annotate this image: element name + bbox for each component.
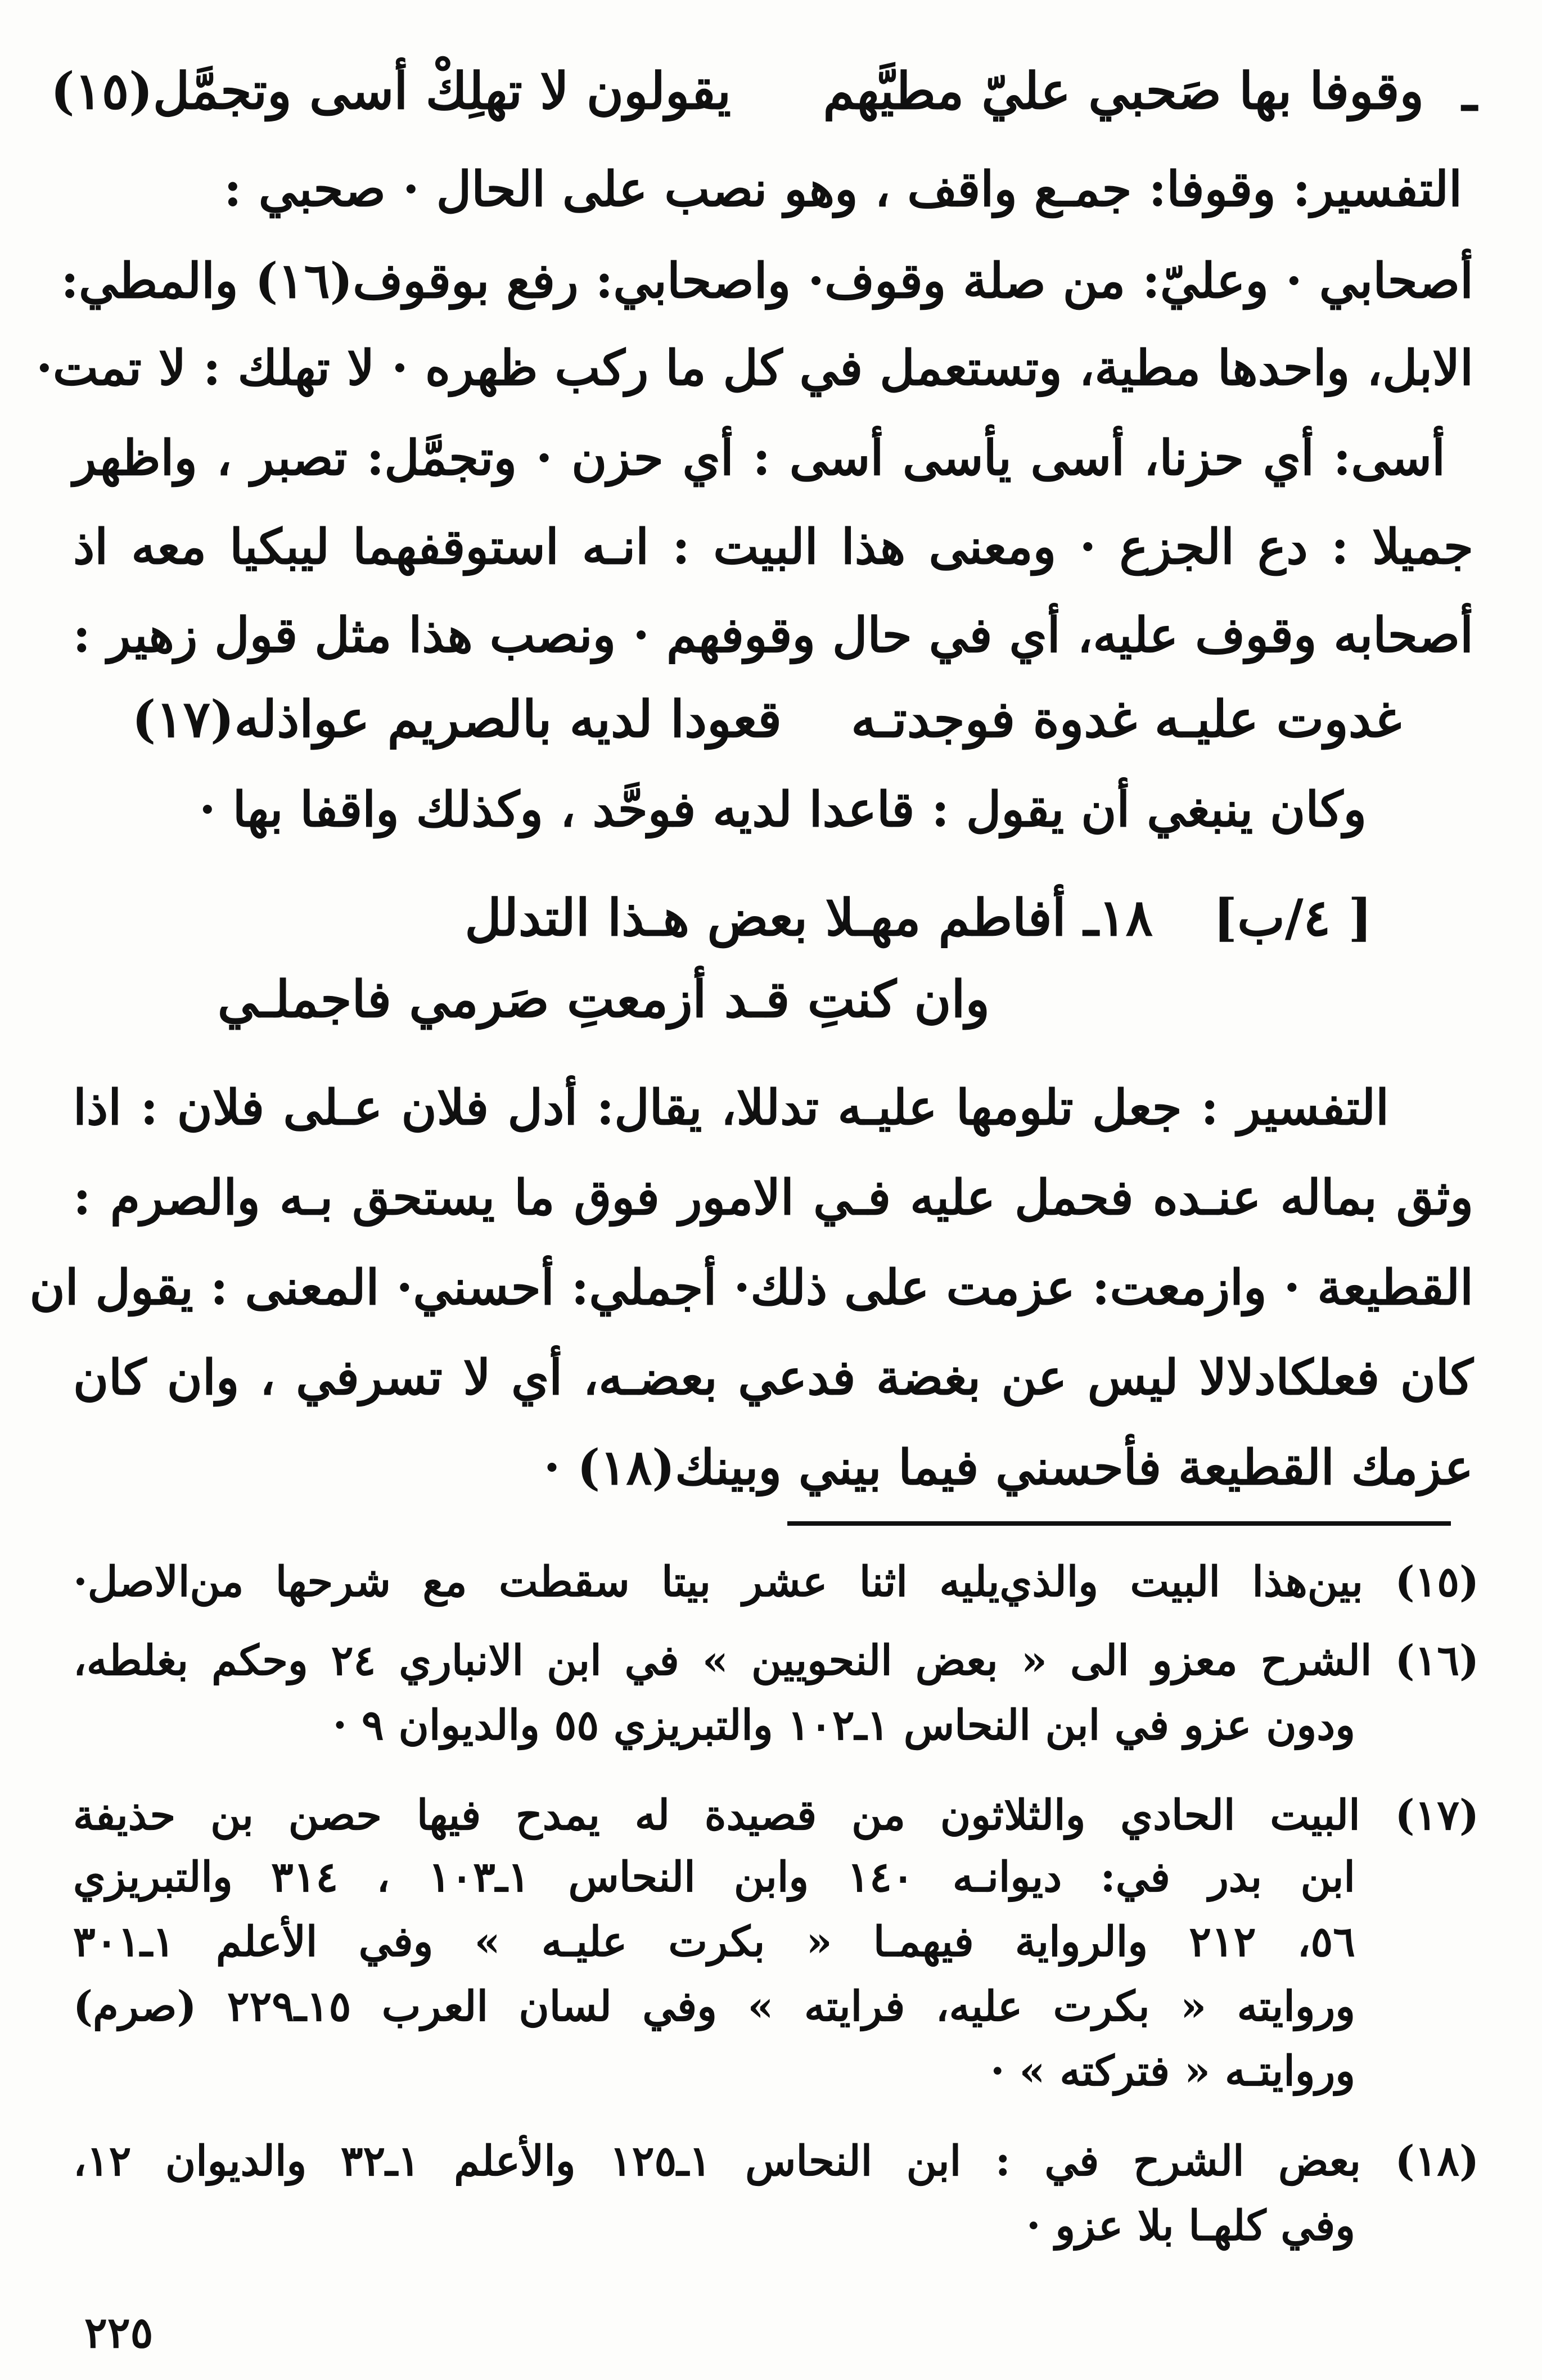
folio-marker: [ ٤/ب] [1213, 888, 1372, 948]
commentary-line: القطيعة · وازمعت: عزمت على ذلك· أجملي: أحسني· المعنى : يقول ان [29, 1259, 1473, 1316]
commentary-line: وثق بماله عنـده فحمل عليه فـي الامور فوق ما يستحق بـه والصرم : [73, 1169, 1473, 1226]
footnote-18: (١٨) بعض الشرح في : ابن النحاس ١ـ١٢٥ والأعلم ١ـ٣٢ والديوان ١٢، [73, 2137, 1479, 2185]
page-number: ٢٢٥ [84, 2307, 154, 2358]
footnote-separator [787, 1521, 1451, 1526]
commentary-line: التفسير : جعل تلومها عليـه تدللا، يقال: أدل فلان عـلى فلان : اذا [73, 1079, 1389, 1136]
commentary-line: أصحابه وقوف عليه، أي في حال وقوفهم · ونصب هذا مثل قول زهير : [73, 607, 1473, 664]
commentary-line: وكان ينبغي أن يقول : قاعدا لديه فوحَّد ، وكذلك واقفا بها · [199, 781, 1367, 838]
commentary-line: الابل، واحدها مطية، وتستعمل في كل ما ركب ظهره · لا تهلك : لا تمت· [35, 340, 1473, 396]
commentary-line: جميلا : دع الجزع · ومعنى هذا البيت : انـه استوقفهما ليبكيا معه اذ [73, 519, 1473, 575]
footnote-15: (١٥) بين‌هذا البيت والذي‌يليه اثنا عشر بيتا سقطت مع شرحها من‌الاصل· [73, 1558, 1479, 1606]
commentary-line: عزمك القطيعة فأحسني فيما بيني وبينك(١٨) · [543, 1439, 1473, 1496]
verse-15-second-hemistich: يقولون لا تهلِكْ أسى وتجمَّل(١٥) [50, 61, 731, 121]
commentary-line: التفسير: وقوفا: جمـع واقف ، وهو نصب على الحال · صحبي : [224, 161, 1462, 218]
footnote-17: (١٧) البيت الحادي والثلاثون من قصيدة له يمدح فيها حصن بن حذيفة [73, 1791, 1479, 1840]
verse-18-first-hemistich: ١٨ـ أفاطم مهـلا بعض هـذا التدلل [465, 888, 1153, 948]
footnote-16: (١٦) الشرح معزو الى « بعض النحويين » في ابن الانباري ٢٤ وحكم بغلطه، [73, 1637, 1479, 1685]
commentary-line: كان فعلكادلالا ليس عن بغضة فدعي بعضـه، أي لا تسرفي ، وان كان [73, 1349, 1473, 1406]
footnote-17-continuation: وروايتـه « فتركته » · [990, 2047, 1355, 2095]
zuhair-verse-second-hemistich: قعودا لديه بالصريم عواذله(١٧) [132, 689, 782, 749]
footnote-18-continuation: وفي كلهـا بلا عزو · [1026, 2202, 1355, 2250]
footnote-17-continuation: ابن بدر في: ديوانـه ١٤٠ وابن النحاس ١ـ١٠٣ ، ٣١٤ والتبريزي [73, 1853, 1355, 1901]
verse-15-first-hemistich: وقوفا بها صَحبي عليّ مطيَّهم [823, 61, 1424, 121]
footnote-17-continuation: ٥٦، ٢١٢ والرواية فيهمـا « بكرت عليـه » وفي الأعلم ١ـ٣٠١ [73, 1918, 1355, 1966]
footnote-17-continuation: وروايته « بكرت عليه، فرايته » وفي لسان العرب ١٥ـ٢٢٩ (صرم) [73, 1982, 1355, 2031]
verse-15-marker: ـ [1462, 63, 1477, 123]
verse-18-second-hemistich: وان كنتِ قـد أزمعتِ صَرمي فاجملـي [217, 970, 990, 1029]
commentary-line: أسى: أي حزنا، أسى يأسى أسى : أي حزن · وتجمَّل: تصبر ، واظهر [73, 430, 1445, 486]
zuhair-verse-first-hemistich: غدوت عليـه غدوة فوجدتـه [851, 689, 1401, 749]
commentary-line: أصحابي · وعليّ: من صلة وقوف· واصحابي: رفع بوقوف(١٦) والمطي: [61, 253, 1473, 309]
footnote-16-continuation: ودون عزو في ابن النحاس ١ـ١٠٢ والتبريزي ٥٥ والديوان ٩ · [332, 1701, 1355, 1750]
